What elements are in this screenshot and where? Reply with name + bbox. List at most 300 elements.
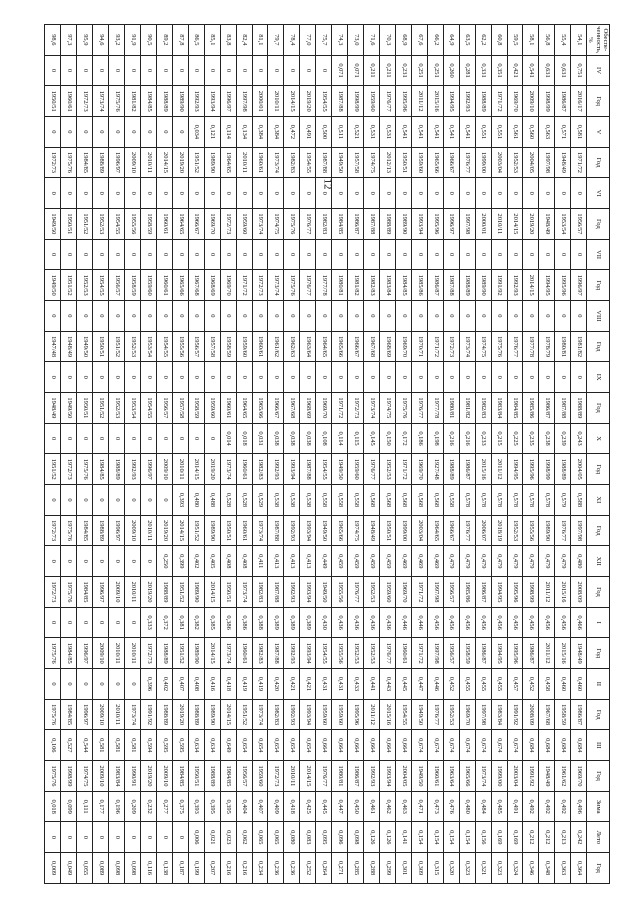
table-cell: 1976/77 bbox=[459, 147, 475, 178]
table-cell: 1959/60 bbox=[380, 577, 396, 608]
table-cell: 0,154 bbox=[427, 822, 443, 853]
table-cell: 1968/69 bbox=[380, 331, 396, 362]
table-cell: 2015/16 bbox=[380, 699, 396, 730]
table-cell: 0 bbox=[491, 301, 507, 332]
table-cell: 0,384 bbox=[268, 117, 284, 148]
column-header: XI bbox=[587, 485, 610, 516]
column-header: Год bbox=[587, 331, 610, 362]
table-cell: 0,479 bbox=[475, 546, 491, 577]
table-cell: 1958/59 bbox=[555, 699, 571, 730]
table-cell: 2014/15 bbox=[507, 209, 523, 240]
table-cell: 1993/94 bbox=[204, 86, 220, 117]
table-cell: 2016/17 bbox=[571, 86, 587, 117]
table-cell: 0,443 bbox=[380, 669, 396, 700]
table-cell: 0,528 bbox=[220, 485, 236, 516]
table-cell: 0,407 bbox=[172, 669, 188, 700]
table-cell: 1973/74 bbox=[236, 577, 252, 608]
table-cell: 1993/94 bbox=[300, 515, 316, 546]
table-cell: 0,320 bbox=[443, 853, 459, 884]
table-cell: 0,309 bbox=[411, 853, 427, 884]
table-cell: 0 bbox=[93, 607, 109, 638]
table-cell: 0 bbox=[475, 239, 491, 270]
table-cell: 60,8 bbox=[491, 25, 507, 56]
table-cell: 0,463 bbox=[396, 791, 412, 822]
table-cell: 1986/87 bbox=[523, 638, 539, 669]
table-cell: 0 bbox=[156, 362, 172, 393]
table-cell: 1984/85 bbox=[61, 699, 77, 730]
table-cell: 0,538 bbox=[300, 485, 316, 516]
table-cell: 0 bbox=[172, 239, 188, 270]
table-cell: 1973/74 bbox=[252, 209, 268, 240]
table-cell: 0,413 bbox=[268, 546, 284, 577]
table-cell: 0 bbox=[539, 239, 555, 270]
table-cell: 1969/70 bbox=[459, 699, 475, 730]
table-cell: 1964/65 bbox=[172, 209, 188, 240]
table-cell: 1976/77 bbox=[300, 209, 316, 240]
table-cell: 1984/85 bbox=[220, 761, 236, 792]
table-cell: 1973/74 bbox=[252, 515, 268, 546]
table-cell: 1994/95 bbox=[491, 638, 507, 669]
table-cell: 2019/20 bbox=[156, 515, 172, 546]
table-cell: 1965/66 bbox=[332, 331, 348, 362]
table-cell: 1969/70 bbox=[411, 454, 427, 485]
table-row bbox=[45, 25, 61, 884]
table-cell: 1978/79 bbox=[539, 331, 555, 362]
table-cell: 1960/61 bbox=[252, 331, 268, 362]
table-cell: 0,541 bbox=[523, 55, 539, 86]
table-cell: 0 bbox=[220, 301, 236, 332]
table-cell: 0,452 bbox=[443, 669, 459, 700]
table-cell: 0,452 bbox=[523, 669, 539, 700]
table-cell: 1948/49 bbox=[571, 638, 587, 669]
table-cell: 0 bbox=[156, 423, 172, 454]
table-cell: 1999/00 bbox=[396, 515, 412, 546]
table-cell: 2009/10 bbox=[156, 454, 172, 485]
table-cell: 1951/52 bbox=[188, 515, 204, 546]
table-cell: 0 bbox=[300, 55, 316, 86]
table-cell: 2019/20 bbox=[141, 761, 157, 792]
table-cell: 0,459 bbox=[332, 546, 348, 577]
table-cell: 0,038 bbox=[300, 423, 316, 454]
table-cell: 0 bbox=[396, 362, 412, 393]
table-cell: 77,0 bbox=[300, 25, 316, 56]
table-cell: 1984/85 bbox=[77, 147, 93, 178]
table-cell: 1997/98 bbox=[236, 86, 252, 117]
table-cell: 0,260 bbox=[443, 55, 459, 86]
table-cell: 0,386 bbox=[236, 607, 252, 638]
table-cell: 1982/83 bbox=[284, 147, 300, 178]
table-row bbox=[125, 25, 141, 884]
table-cell: 2014/15 bbox=[220, 699, 236, 730]
table-cell: 0,654 bbox=[252, 730, 268, 761]
table-cell: 1986/87 bbox=[475, 638, 491, 669]
table-cell: 63,5 bbox=[459, 25, 475, 56]
table-cell: 0 bbox=[172, 178, 188, 209]
table-cell: 0,568 bbox=[411, 485, 427, 516]
table-cell: 0,315 bbox=[427, 853, 443, 884]
table-cell: 2010/11 bbox=[268, 86, 284, 117]
table-cell: 0 bbox=[61, 301, 77, 332]
table-cell: 83,8 bbox=[220, 25, 236, 56]
table-cell: 1973/74 bbox=[220, 638, 236, 669]
table-cell: 0 bbox=[172, 55, 188, 86]
table-cell: 0,531 bbox=[364, 117, 380, 148]
table-cell: 0,252 bbox=[300, 853, 316, 884]
table-cell: 0 bbox=[45, 423, 61, 454]
table-cell: 1974/75 bbox=[348, 515, 364, 546]
table-cell: 1952/53 bbox=[364, 638, 380, 669]
table-cell: 0 bbox=[300, 362, 316, 393]
table-cell: 1995/96 bbox=[348, 699, 364, 730]
table-cell: 89,2 bbox=[156, 25, 172, 56]
table-cell: 0,581 bbox=[93, 730, 109, 761]
table-region bbox=[44, 24, 610, 884]
table-cell: 1964/65 bbox=[236, 393, 252, 424]
table-cell: 1980/81 bbox=[332, 270, 348, 301]
table-cell: 1974/75 bbox=[364, 147, 380, 178]
table-cell: 1983/84 bbox=[380, 270, 396, 301]
table-cell: 1984/85 bbox=[77, 577, 93, 608]
table-cell: 0 bbox=[156, 178, 172, 209]
table-cell: 0 bbox=[77, 546, 93, 577]
table-cell: 1959/60 bbox=[252, 761, 268, 792]
table-cell: 0 bbox=[268, 178, 284, 209]
table-cell: 2014/15 bbox=[188, 454, 204, 485]
table-cell: 1948/49 bbox=[45, 393, 61, 424]
table-cell: 0,055 bbox=[77, 853, 93, 884]
table-cell: 1973/74 bbox=[125, 699, 141, 730]
table-cell: 2015/16 bbox=[555, 638, 571, 669]
table-cell: 1989/90 bbox=[204, 515, 220, 546]
table-cell: 95,9 bbox=[77, 25, 93, 56]
table-cell: 1956/57 bbox=[188, 331, 204, 362]
table-cell: 0,346 bbox=[523, 853, 539, 884]
table-cell: 0 bbox=[188, 362, 204, 393]
table-cell: 0 bbox=[507, 178, 523, 209]
table-cell: 1976/77 bbox=[555, 515, 571, 546]
table-cell: 93,2 bbox=[109, 25, 125, 56]
table-cell: 1958/59 bbox=[125, 270, 141, 301]
table-row bbox=[523, 25, 539, 884]
table-cell: 0,456 bbox=[539, 607, 555, 638]
table-cell: 0,199 bbox=[188, 853, 204, 884]
table-cell: 1950/51 bbox=[220, 515, 236, 546]
table-cell: 2010/11 bbox=[141, 515, 157, 546]
table-cell: 1955/56 bbox=[332, 638, 348, 669]
table-cell: 1987/88 bbox=[300, 454, 316, 485]
table-cell: 0 bbox=[300, 178, 316, 209]
table-cell: 1989/90 bbox=[204, 699, 220, 730]
table-cell: 1984/85 bbox=[396, 270, 412, 301]
table-cell: 0 bbox=[427, 239, 443, 270]
table-cell: 0 bbox=[188, 301, 204, 332]
table-cell: 1956/57 bbox=[109, 270, 125, 301]
table-cell: 0,456 bbox=[459, 607, 475, 638]
table-cell: 1996/97 bbox=[571, 270, 587, 301]
table-cell: 0,014 bbox=[220, 423, 236, 454]
column-header: Год bbox=[587, 853, 610, 884]
table-cell: 0 bbox=[491, 362, 507, 393]
table-cell: 1973/74 bbox=[268, 270, 284, 301]
table-cell: 1964/65 bbox=[316, 331, 332, 362]
table-cell: 91,9 bbox=[125, 25, 141, 56]
table-cell: 0 bbox=[45, 178, 61, 209]
table-cell: 1953/54 bbox=[141, 331, 157, 362]
table-row bbox=[364, 25, 380, 884]
table-cell: 0 bbox=[141, 239, 157, 270]
table-cell: 1954/55 bbox=[316, 454, 332, 485]
table-cell: 2009/10 bbox=[93, 699, 109, 730]
table-cell: 1956/57 bbox=[571, 209, 587, 240]
table-cell: 0,049 bbox=[61, 853, 77, 884]
table-cell: 0 bbox=[77, 607, 93, 638]
table-cell: 0,198 bbox=[427, 423, 443, 454]
table-cell: 0 bbox=[364, 301, 380, 332]
table-cell: 1949/50 bbox=[316, 577, 332, 608]
table-cell: 1975/76 bbox=[61, 577, 77, 608]
table-cell: 0,389 bbox=[284, 607, 300, 638]
table-cell: 1950/51 bbox=[396, 147, 412, 178]
table-cell: 0 bbox=[77, 239, 93, 270]
table-cell: 1992/93 bbox=[284, 515, 300, 546]
table-cell: 1959/60 bbox=[316, 699, 332, 730]
table-cell: 0,436 bbox=[364, 607, 380, 638]
table-cell: 0,664 bbox=[364, 730, 380, 761]
table-cell: 0,388 bbox=[252, 607, 268, 638]
table-cell: 0,594 bbox=[141, 730, 157, 761]
table-cell: 73,0 bbox=[348, 25, 364, 56]
table-cell: 0 bbox=[61, 55, 77, 86]
table-cell: 0,479 bbox=[459, 546, 475, 577]
table-cell: 2004/05 bbox=[396, 761, 412, 792]
table-cell: 56,8 bbox=[539, 25, 555, 56]
table-row bbox=[332, 25, 348, 884]
table-cell: 68,9 bbox=[396, 25, 412, 56]
table-cell: 0 bbox=[109, 239, 125, 270]
table-cell: 1976/77 bbox=[316, 761, 332, 792]
table-cell: 2014/15 bbox=[300, 761, 316, 792]
table-cell: 0,323 bbox=[459, 853, 475, 884]
table-cell: 1950/51 bbox=[188, 761, 204, 792]
table-cell: 0 bbox=[141, 822, 157, 853]
table-cell: 1984/85 bbox=[61, 638, 77, 669]
table-cell: 0 bbox=[61, 822, 77, 853]
table-cell: 0 bbox=[571, 239, 587, 270]
table-cell: 1956/57 bbox=[236, 761, 252, 792]
table-cell: 1973/74 bbox=[268, 147, 284, 178]
table-cell: 0 bbox=[555, 239, 571, 270]
table-cell: 0,145 bbox=[364, 423, 380, 454]
table-cell: 1969/70 bbox=[396, 331, 412, 362]
table-cell: 1987/88 bbox=[316, 147, 332, 178]
table-cell: 1957/58 bbox=[348, 147, 364, 178]
table-cell: 0 bbox=[77, 485, 93, 516]
table-cell: 1969/70 bbox=[316, 393, 332, 424]
table-cell: 0,541 bbox=[443, 117, 459, 148]
table-cell: 1964/65 bbox=[220, 147, 236, 178]
table-cell: 0 bbox=[316, 178, 332, 209]
table-cell: 0,528 bbox=[236, 485, 252, 516]
table-cell: 0 bbox=[125, 669, 141, 700]
table-cell: 0 bbox=[427, 178, 443, 209]
table-cell: 0,108 bbox=[316, 423, 332, 454]
table-cell: 1950/51 bbox=[380, 515, 396, 546]
table-cell: 1986/87 bbox=[427, 270, 443, 301]
table-cell: 0,458 bbox=[539, 669, 555, 700]
table-cell: 0 bbox=[380, 239, 396, 270]
table-cell: 0 bbox=[555, 362, 571, 393]
table-cell: 0 bbox=[539, 301, 555, 332]
table-cell: 1998/99 bbox=[523, 577, 539, 608]
table-cell: 0,121 bbox=[204, 117, 220, 148]
table-cell: 0 bbox=[364, 178, 380, 209]
table-cell: 0,324 bbox=[507, 853, 523, 884]
table-cell: 1972/73 bbox=[268, 761, 284, 792]
table-cell: 0,281 bbox=[459, 55, 475, 86]
table-cell: 0 bbox=[45, 239, 61, 270]
table-cell: 0 bbox=[555, 178, 571, 209]
table-cell: 0 bbox=[475, 301, 491, 332]
table-cell: 0,301 bbox=[396, 853, 412, 884]
table-cell: 1989/90 bbox=[475, 270, 491, 301]
table-cell: 1994/95 bbox=[443, 86, 459, 117]
table-cell: 0,459 bbox=[348, 546, 364, 577]
table-cell: 0,561 bbox=[507, 117, 523, 148]
table-cell: 1972/73 bbox=[45, 515, 61, 546]
table-row bbox=[491, 25, 507, 884]
table-row bbox=[172, 25, 188, 884]
column-header: VI bbox=[587, 178, 610, 209]
table-cell: 0,399 bbox=[172, 546, 188, 577]
table-cell: 0 bbox=[109, 822, 125, 853]
table-cell: 0,150 bbox=[380, 423, 396, 454]
table-cell: 0,116 bbox=[141, 853, 157, 884]
table-cell: 1984/85 bbox=[172, 761, 188, 792]
table-cell: 0,169 bbox=[491, 822, 507, 853]
table-cell: 0,654 bbox=[300, 730, 316, 761]
table-cell: 0 bbox=[443, 178, 459, 209]
table-cell: 0,456 bbox=[555, 607, 571, 638]
table-cell: 0 bbox=[188, 423, 204, 454]
table-cell: 0 bbox=[284, 362, 300, 393]
table-cell: 1948/49 bbox=[61, 331, 77, 362]
table-cell: 2003/04 bbox=[411, 515, 427, 546]
table-cell: 0,459 bbox=[380, 546, 396, 577]
table-cell: 1983/84 bbox=[491, 699, 507, 730]
table-cell: 0,430 bbox=[316, 607, 332, 638]
table-cell: 2014/15 bbox=[172, 515, 188, 546]
table-cell: 0 bbox=[316, 239, 332, 270]
table-cell: 1959/60 bbox=[348, 454, 364, 485]
table-cell: 2010/11 bbox=[125, 577, 141, 608]
table-cell: 0,419 bbox=[236, 669, 252, 700]
table-cell: 0,485 bbox=[491, 791, 507, 822]
table-cell: 2008/09 bbox=[523, 699, 539, 730]
table-cell: 0,364 bbox=[571, 853, 587, 884]
table-cell: 1989/90 bbox=[172, 86, 188, 117]
table-cell: 1953/54 bbox=[555, 209, 571, 240]
table-cell: 1983/84 bbox=[109, 761, 125, 792]
table-cell: 0,446 bbox=[411, 607, 427, 638]
table-cell: 1949/50 bbox=[411, 761, 427, 792]
table-cell: 1991/92 bbox=[491, 270, 507, 301]
table-cell: 0,006 bbox=[188, 822, 204, 853]
table-cell: 0,375 bbox=[172, 791, 188, 822]
table-cell: 0,674 bbox=[411, 730, 427, 761]
table-cell: 1954/55 bbox=[141, 393, 157, 424]
table-cell: 1974/75 bbox=[268, 209, 284, 240]
table-cell: 2011/12 bbox=[539, 577, 555, 608]
table-cell: 1975/76 bbox=[109, 86, 125, 117]
table-cell: 1969/70 bbox=[204, 209, 220, 240]
table-cell: 1984/85 bbox=[77, 515, 93, 546]
table-cell: 1948/49 bbox=[364, 515, 380, 546]
table-cell: 0,382 bbox=[188, 607, 204, 638]
table-cell: 0,323 bbox=[491, 853, 507, 884]
table-row bbox=[61, 25, 77, 884]
table-cell: 0,285 bbox=[348, 853, 364, 884]
table-cell: 1951/52 bbox=[172, 577, 188, 608]
table-cell: 0,479 bbox=[443, 546, 459, 577]
table-cell: 0 bbox=[204, 423, 220, 454]
table-cell: 1960/61 bbox=[156, 209, 172, 240]
table-cell: 1975/76 bbox=[284, 209, 300, 240]
table-cell: 0,521 bbox=[348, 117, 364, 148]
column-header: I bbox=[587, 607, 610, 638]
table-cell: 0 bbox=[348, 301, 364, 332]
table-cell: 0,488 bbox=[204, 485, 220, 516]
table-cell: 0 bbox=[109, 117, 125, 148]
table-cell: 0 bbox=[93, 423, 109, 454]
table-cell: 0,456 bbox=[427, 607, 443, 638]
table-cell: 0,551 bbox=[491, 117, 507, 148]
table-cell: 1962/63 bbox=[284, 331, 300, 362]
table-cell: 0,674 bbox=[459, 730, 475, 761]
table-cell: 66,2 bbox=[427, 25, 443, 56]
table-cell: 1959/60 bbox=[141, 270, 157, 301]
table-cell: 1969/70 bbox=[220, 270, 236, 301]
table-cell: 0,456 bbox=[523, 607, 539, 638]
table-cell: 0,664 bbox=[332, 730, 348, 761]
table-cell: 0 bbox=[61, 669, 77, 700]
table-cell: 0,446 bbox=[427, 669, 443, 700]
table-cell: 1996/97 bbox=[443, 209, 459, 240]
table-cell: 1959/60 bbox=[364, 86, 380, 117]
table-cell: 0 bbox=[332, 301, 348, 332]
table-cell: 0,445 bbox=[396, 669, 412, 700]
table-cell: 1959/60 bbox=[236, 331, 252, 362]
table-cell: 1987/88 bbox=[268, 638, 284, 669]
table-cell: 0,114 bbox=[332, 423, 348, 454]
table-cell: 0 bbox=[316, 55, 332, 86]
column-header: IV bbox=[587, 55, 610, 86]
table-cell: 0,541 bbox=[459, 117, 475, 148]
table-cell: 0,235 bbox=[523, 423, 539, 454]
table-cell: 0 bbox=[284, 301, 300, 332]
table-cell: 0,321 bbox=[475, 853, 491, 884]
column-header: Год bbox=[587, 515, 610, 546]
table-cell: 0,578 bbox=[523, 485, 539, 516]
table-cell: 0,215 bbox=[491, 423, 507, 454]
table-cell: 0,089 bbox=[93, 853, 109, 884]
column-header: Год bbox=[587, 86, 610, 117]
table-cell: 0,420 bbox=[268, 669, 284, 700]
table-cell: 1969/70 bbox=[507, 86, 523, 117]
table-cell: 0,242 bbox=[571, 822, 587, 853]
table-cell: 0,395 bbox=[220, 791, 236, 822]
table-cell: 0,664 bbox=[316, 730, 332, 761]
table-cell: 64,9 bbox=[443, 25, 459, 56]
